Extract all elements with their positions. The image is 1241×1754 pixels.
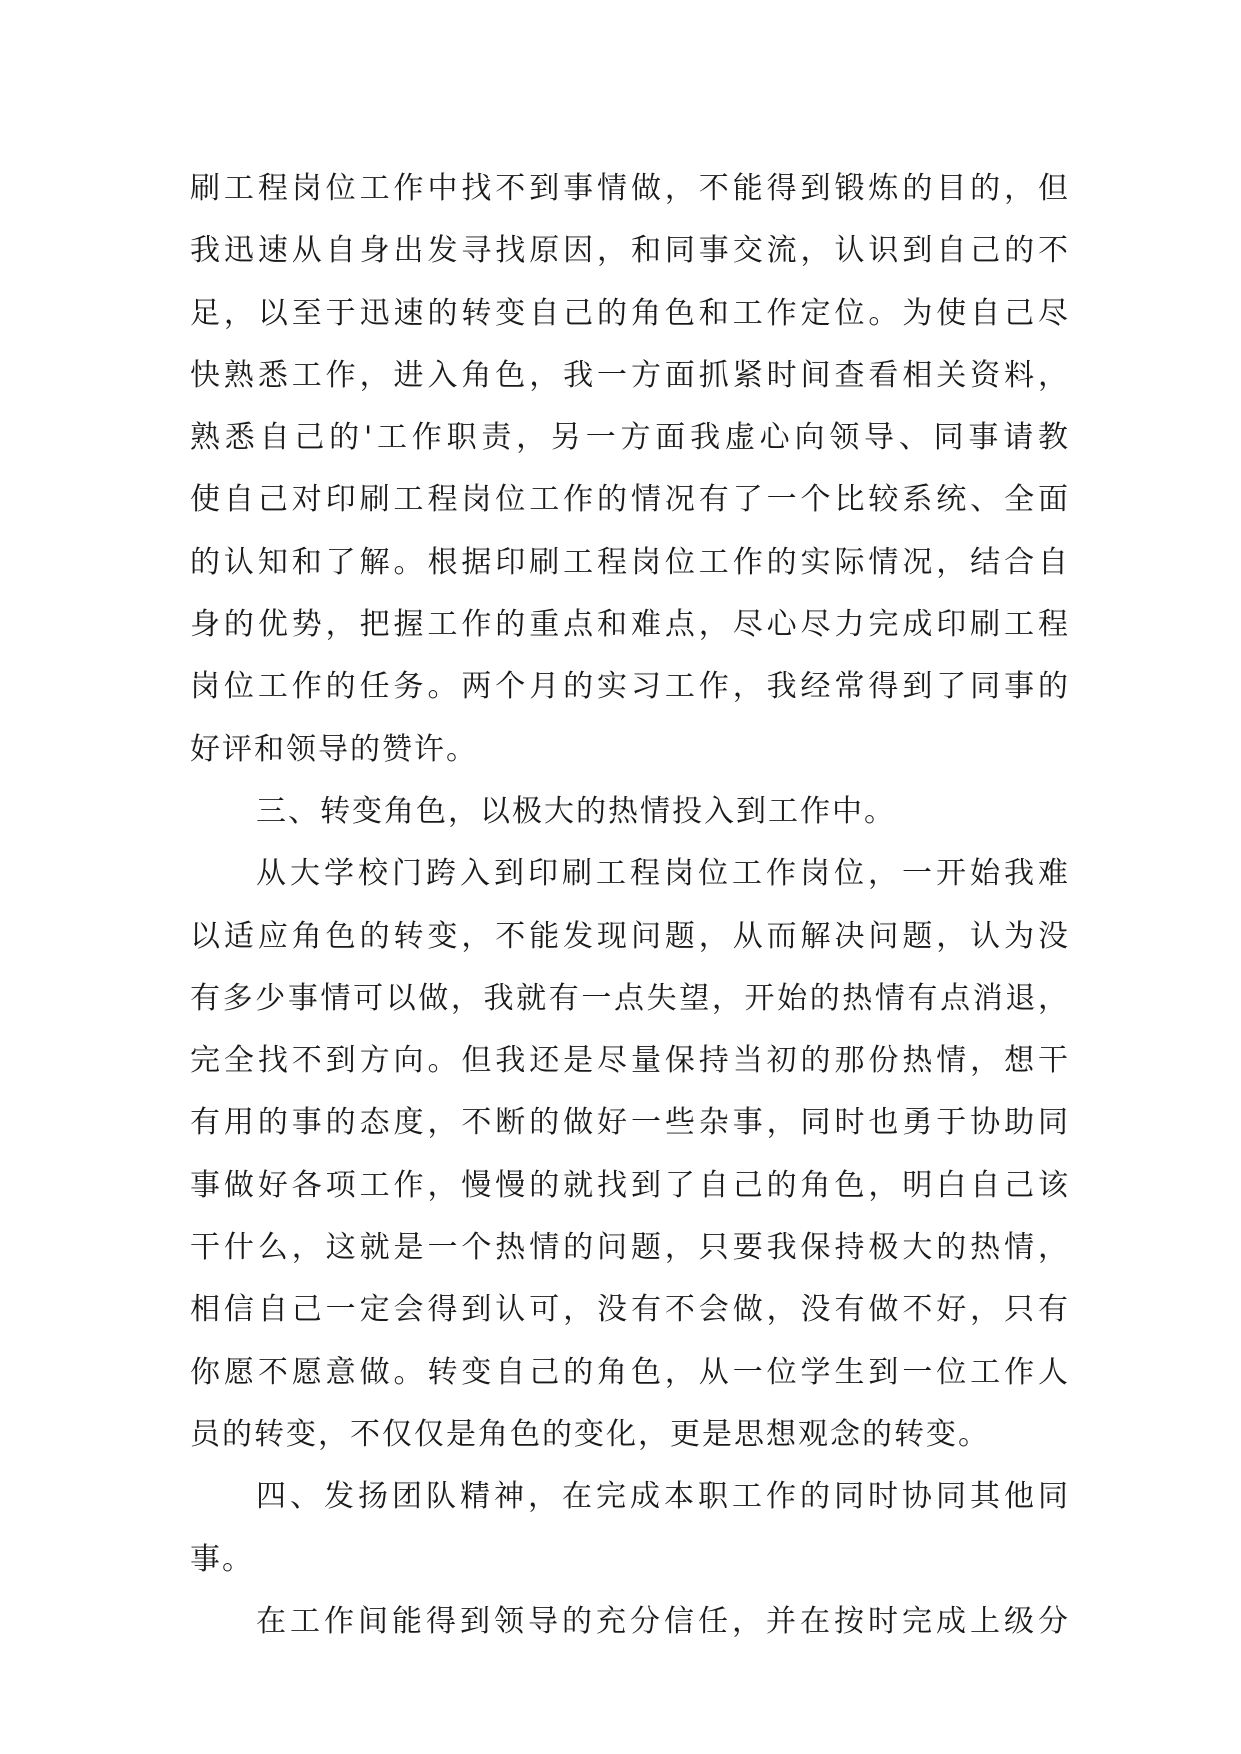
text-line: 干什么，这就是一个热情的问题，只要我保持极大的热情， (190, 1230, 1070, 1266)
text-line: 以适应角色的转变，不能发现问题，从而解决问题，认为没 (190, 918, 1070, 954)
document-body (190, 158, 1070, 1653)
text-line: 身的优势，把握工作的重点和难点，尽心尽力完成印刷工程 (190, 607, 1070, 643)
text-line: 员的转变，不仅仅是角色的变化，更是思想观念的转变。 (190, 1416, 990, 1452)
text-line: 从大学校门跨入到印刷工程岗位工作岗位，一开始我难 (256, 856, 1070, 892)
text-line: 完全找不到方向。但我还是尽量保持当初的那份热情，想干 (190, 1043, 1070, 1079)
text-line: 熟悉自己的'工作职责，另一方面我虚心向领导、同事请教 (190, 420, 1070, 456)
text-line: 事做好各项工作，慢慢的就找到了自己的角色，明白自己该 (190, 1167, 1070, 1203)
text-line: 岗位工作的任务。两个月的实习工作，我经常得到了同事的 (190, 669, 1070, 705)
text-line: 足，以至于迅速的转变自己的角色和工作定位。为使自己尽 (190, 295, 1070, 331)
text-line: 事。 (190, 1541, 254, 1577)
text-line: 相信自己一定会得到认可，没有不会做，没有做不好，只有 (190, 1292, 1070, 1328)
text-line: 有用的事的态度，不断的做好一些杂事，同时也勇于协助同 (190, 1105, 1070, 1141)
text-line: 在工作间能得到领导的充分信任，并在按时完成上级分 (256, 1603, 1070, 1639)
text-line: 好评和领导的赞许。 (190, 731, 478, 767)
text-line: 有多少事情可以做，我就有一点失望，开始的热情有点消退， (190, 980, 1070, 1016)
text-line: 快熟悉工作，进入角色，我一方面抓紧时间查看相关资料， (190, 357, 1070, 393)
text-line: 使自己对印刷工程岗位工作的情况有了一个比较系统、全面 (190, 482, 1070, 518)
text-line: 四、发扬团队精神，在完成本职工作的同时协同其他同 (256, 1479, 1070, 1515)
text-line: 的认知和了解。根据印刷工程岗位工作的实际情况，结合自 (190, 544, 1070, 580)
text-line: 我迅速从自身出发寻找原因，和同事交流，认识到自己的不 (190, 233, 1070, 269)
text-line: 你愿不愿意做。转变自己的角色，从一位学生到一位工作人 (190, 1354, 1070, 1390)
text-line: 刷工程岗位工作中找不到事情做，不能得到锻炼的目的，但 (190, 171, 1070, 206)
text-line: 三、转变角色，以极大的热情投入到工作中。 (256, 793, 896, 829)
